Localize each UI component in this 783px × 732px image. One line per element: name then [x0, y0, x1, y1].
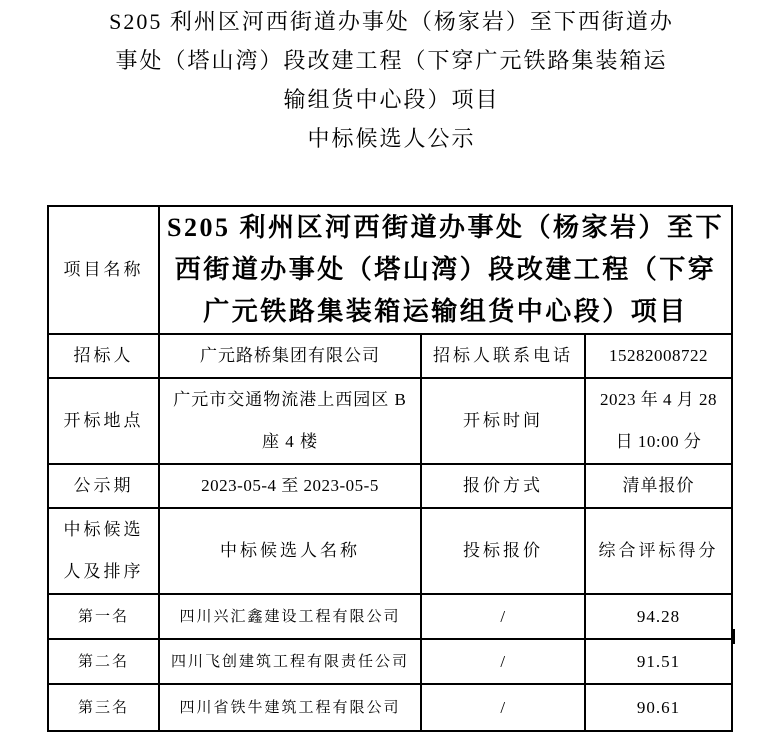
- bid-announcement-table: [47, 205, 733, 732]
- candidate-3-score: 90.61: [585, 684, 732, 731]
- title-line-3: 输组货中心段）项目: [283, 87, 500, 112]
- bid-opening-time-label: 开标时间: [421, 378, 585, 464]
- candidate-1-score: 94.28: [585, 594, 732, 639]
- title-line-1: S205 利州区河西街道办事处（杨家岩）至下西街道办: [109, 9, 674, 34]
- bid-opening-time-value: 2023 年 4 月 28 日 10:00 分: [585, 378, 732, 464]
- bid-opening-place-value: 广元市交通物流港上西园区 B 座 4 楼: [159, 378, 421, 464]
- table-row-publicity: [48, 464, 732, 508]
- candidate-3-price: /: [421, 684, 585, 731]
- table-row-candidates-header: [48, 508, 732, 594]
- table-row-project-name: [48, 206, 732, 334]
- score-column-header: 综合评标得分: [585, 508, 732, 594]
- quote-method-value: 清单报价: [585, 464, 732, 508]
- candidate-2-rank: 第二名: [48, 639, 159, 684]
- candidate-1-name: 四川兴汇鑫建设工程有限公司: [159, 594, 421, 639]
- table-row-tenderer: [48, 334, 732, 378]
- publicity-period-value: 2023-05-4 至 2023-05-5: [159, 464, 421, 508]
- title-line-4: 中标候选人公示: [307, 126, 476, 151]
- candidate-1-rank: 第一名: [48, 594, 159, 639]
- candidate-2-name: 四川飞创建筑工程有限责任公司: [159, 639, 421, 684]
- candidate-2-score: 91.51: [585, 639, 732, 684]
- candidate-name-column-header: 中标候选人名称: [159, 508, 421, 594]
- title-line-2: 事处（塔山湾）段改建工程（下穿广元铁路集装箱运: [115, 48, 668, 73]
- table-row-bid-opening: [48, 378, 732, 464]
- quote-method-label: 报价方式: [421, 464, 585, 508]
- document-title: [0, 2, 783, 158]
- candidate-row-3: [48, 684, 732, 731]
- bid-opening-place-label: 开标地点: [48, 378, 159, 464]
- tenderer-label: 招标人: [48, 334, 159, 378]
- publicity-period-label: 公示期: [48, 464, 159, 508]
- candidate-2-price: /: [421, 639, 585, 684]
- candidate-row-2: [48, 639, 732, 684]
- candidate-1-price: /: [421, 594, 585, 639]
- project-name-label: 项目名称: [48, 206, 159, 334]
- candidates-row-label: 中标候选人及排序: [48, 508, 159, 594]
- tenderer-value: 广元路桥集团有限公司: [159, 334, 421, 378]
- candidate-3-rank: 第三名: [48, 684, 159, 731]
- candidate-3-name: 四川省铁牛建筑工程有限公司: [159, 684, 421, 731]
- bid-price-column-header: 投标报价: [421, 508, 585, 594]
- tenderer-phone-value: 15282008722: [585, 334, 732, 378]
- candidate-row-1: [48, 594, 732, 639]
- tenderer-phone-label: 招标人联系电话: [421, 334, 585, 378]
- project-name-value: S205 利州区河西街道办事处（杨家岩）至下西街道办事处（塔山湾）段改建工程（下穿广元铁路集装箱运输组货中心段）项目: [159, 206, 732, 334]
- text-cursor: [732, 629, 735, 644]
